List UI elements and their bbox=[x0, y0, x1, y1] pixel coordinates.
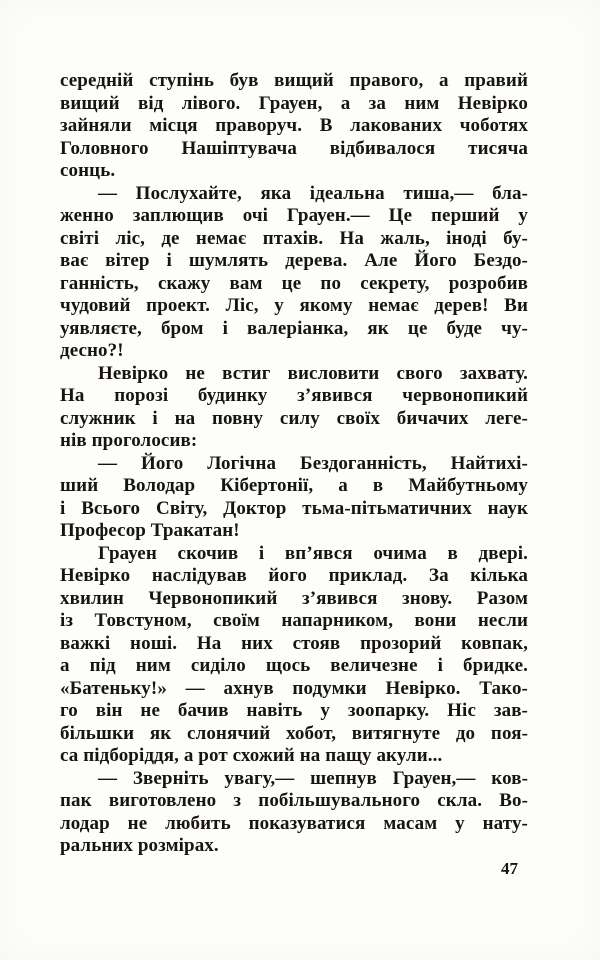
text-line: служник і на повну силу своїх бичачих леге- bbox=[60, 407, 528, 429]
text-line: світі ліс, де немає птахів. На жаль, іноді бу- bbox=[60, 227, 528, 249]
text-line: ший Володар Кібертонії, а в Майбутньому bbox=[60, 475, 528, 496]
text-line: Невірко не встиг висловити свого захвату. bbox=[98, 362, 528, 384]
text-line: Головного Нашіптувача відбивалося тисяча bbox=[60, 137, 528, 159]
text-line: ває вітер і шумлять дерева. Але Його Бездо- bbox=[60, 250, 528, 271]
text-line: — Його Логічна Бездоганність, Найтихі- bbox=[98, 452, 528, 474]
paragraph bbox=[60, 453, 528, 543]
text-line: Грауен скочив і вп’явся очима в двері. bbox=[98, 542, 528, 564]
paragraph bbox=[60, 70, 528, 183]
page-number: 47 bbox=[501, 859, 518, 878]
text-line: і Всього Світу, Доктор тьма-пітьматичних наук bbox=[60, 497, 528, 519]
text-line: важкі ноші. На них стояв прозорий ковпак, bbox=[60, 632, 528, 654]
text-line: — Послухайте, яка ідеальна тиша,— бла- bbox=[98, 182, 528, 204]
text-line: вищий від лівого. Грауен, а за ним Невірко bbox=[60, 92, 528, 114]
paragraph bbox=[60, 183, 528, 363]
text-line: чудовий проект. Ліс, у якому немає дерев! Ви bbox=[60, 295, 528, 316]
page-text bbox=[60, 70, 528, 858]
text-line: середній ступінь був вищий правого, а правий bbox=[60, 70, 528, 91]
text-line: ральних розмірах. bbox=[60, 835, 219, 856]
text-line: хвилин Червонопикий з’явився знову. Разом bbox=[60, 587, 528, 609]
text-line: женно заплющив очі Грауен.— Це перший у bbox=[60, 205, 528, 226]
paragraph bbox=[60, 768, 528, 858]
text-line: «Батеньку!» — ахнув подумки Невірко. Тако- bbox=[60, 677, 528, 699]
text-line: ганність, скажу вам це по секрету, розробив bbox=[60, 272, 528, 294]
text-line: уявляєте, бром і валеріанка, як це буде чу- bbox=[60, 317, 528, 339]
text-line: сонць. bbox=[60, 160, 116, 181]
text-line: лодар не любить показуватися масам у нату- bbox=[60, 812, 528, 834]
text-line: са підборіддя, а рот схожий на пащу акули... bbox=[60, 745, 443, 766]
text-line: із Товстуном, своїм напарником, вони несли bbox=[60, 610, 528, 631]
text-line: більшки як слонячий хобот, витягнуте до поя- bbox=[60, 722, 528, 744]
text-line: Невірко наслідував його приклад. За кілька bbox=[60, 565, 528, 586]
text-line: нів проголосив: bbox=[60, 430, 198, 451]
text-line: го він не бачив навіть у зоопарку. Ніс зав- bbox=[60, 700, 528, 721]
paragraph bbox=[60, 543, 528, 768]
text-line: Професор Тракатан! bbox=[60, 520, 240, 541]
text-line: а під ним сиділо щось величезне і бридке. bbox=[60, 655, 528, 676]
paragraph bbox=[60, 363, 528, 453]
text-line: — Зверніть увагу,— шепнув Грауен,— ков- bbox=[98, 767, 528, 789]
text-line: десно?! bbox=[60, 340, 124, 361]
text-line: зайняли місця праворуч. В лакованих чоботях bbox=[60, 115, 528, 136]
text-line: пак виготовлено з побільшувального скла. Во- bbox=[60, 790, 528, 811]
text-line: На порозі будинку з’явився червонопикий bbox=[60, 385, 528, 406]
